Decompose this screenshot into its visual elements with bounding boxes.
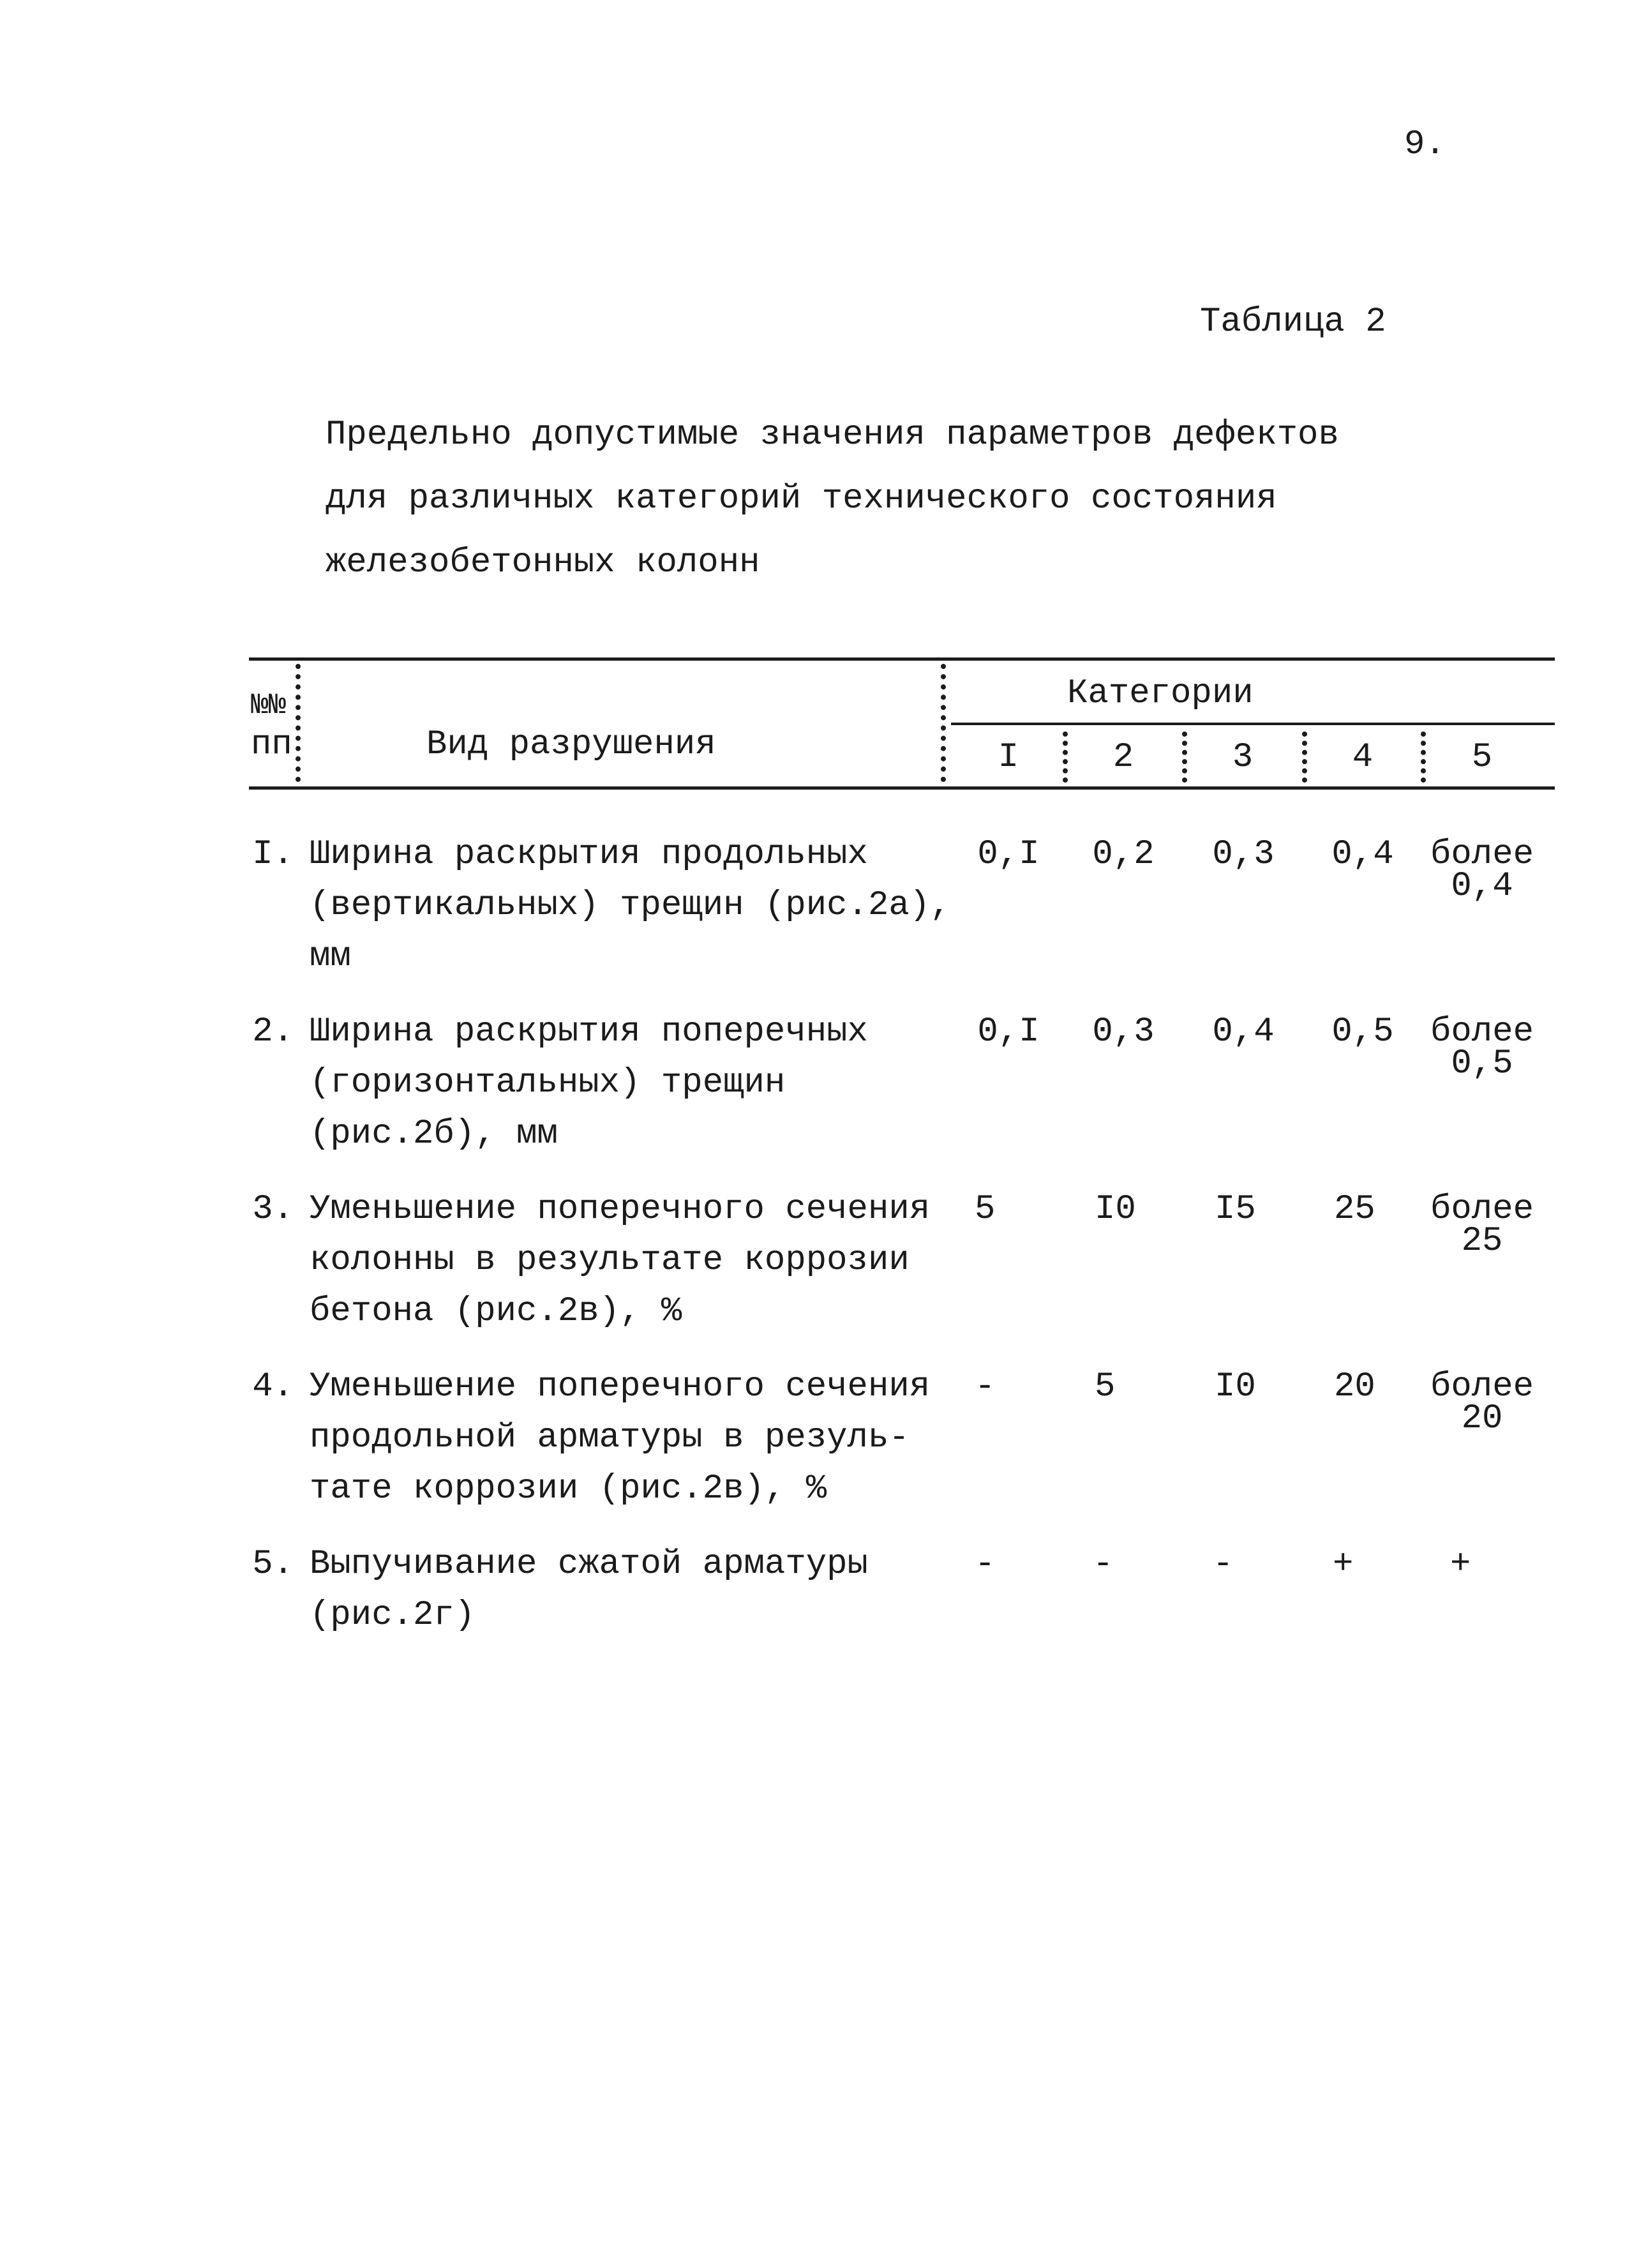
row-description-line: Ширина раскрытия продольных	[310, 835, 868, 874]
row-description-line: бетона (рис.2в), %	[310, 1292, 682, 1331]
value-cat-5-line-1: более	[1430, 1012, 1534, 1051]
row-description-line: колонны в результате коррозии	[310, 1241, 910, 1280]
row-number: 3.	[252, 1190, 294, 1229]
header-cat-3: 3	[1232, 738, 1254, 777]
row-number: 5.	[252, 1545, 294, 1584]
header-cat-5: 5	[1471, 738, 1493, 777]
row-description-line: Уменьшение поперечного сечения	[310, 1190, 931, 1229]
value-cat-5-line-1: более	[1430, 835, 1534, 874]
caption-line-3: железобетонных колонн	[326, 543, 760, 582]
row-number: I.	[252, 835, 294, 874]
value-cat-1: 0,I	[977, 835, 1040, 874]
row-description-line: (рис.2б), мм	[310, 1115, 558, 1153]
row-description-line: продольной арматуры в резуль-	[310, 1418, 910, 1457]
value-cat-3: 0,4	[1212, 1012, 1275, 1051]
header-num-line-1: №№	[251, 689, 287, 722]
row-description-line: тате коррозии (рис.2в), %	[310, 1469, 827, 1508]
header-divider-cat-2	[1182, 732, 1187, 783]
caption-line-2: для различных категорий технического состояния	[326, 479, 1277, 518]
header-cat-2: 2	[1112, 738, 1134, 777]
value-cat-1: 5	[975, 1190, 996, 1229]
value-cat-1: -	[975, 1367, 996, 1406]
row-number: 2.	[252, 1012, 294, 1051]
value-cat-5-line-2: 20	[1461, 1399, 1503, 1438]
value-cat-2: 5	[1095, 1367, 1116, 1406]
value-cat-1: 0,I	[977, 1012, 1040, 1051]
value-cat-1: -	[975, 1545, 996, 1584]
value-cat-3: I5	[1215, 1190, 1256, 1229]
header-type: Вид разрушения	[426, 725, 716, 764]
categories-rule	[951, 723, 1555, 725]
row-description-line: (вертикальных) трещин (рис.2а),	[310, 886, 951, 925]
row-description-line: Уменьшение поперечного сечения	[310, 1367, 931, 1406]
header-divider-cat-1	[1063, 732, 1068, 783]
value-cat-2: -	[1093, 1545, 1114, 1584]
value-cat-3: I0	[1215, 1367, 1256, 1406]
header-divider-num	[296, 664, 301, 782]
header-cat-1: I	[998, 738, 1019, 777]
table-label: Таблица 2	[1200, 303, 1386, 342]
header-num-line-2: пп	[251, 725, 292, 764]
header-bottom-rule	[249, 786, 1555, 790]
row-description-line: (рис.2г)	[310, 1596, 476, 1635]
header-divider-cat-4	[1421, 732, 1426, 783]
value-cat-3: -	[1213, 1545, 1234, 1584]
value-cat-5-line-2: 25	[1461, 1222, 1503, 1261]
value-cat-5-line-1: более	[1430, 1190, 1534, 1229]
header-divider-type	[941, 664, 946, 782]
row-description-line: Ширина раскрытия поперечных	[310, 1012, 868, 1051]
page-number: 9.	[1404, 125, 1446, 164]
value-cat-5-line-2: 0,4	[1451, 867, 1513, 906]
value-cat-5-line-2: 0,5	[1451, 1044, 1513, 1083]
table-top-rule	[249, 657, 1555, 661]
value-cat-4: 20	[1334, 1367, 1375, 1406]
value-cat-4: 0,4	[1331, 835, 1394, 874]
value-cat-4: 25	[1334, 1190, 1375, 1229]
header-cat-4: 4	[1352, 738, 1374, 777]
row-description-line: Выпучивание сжатой арматуры	[310, 1545, 868, 1584]
header-categories: Категории	[1067, 674, 1254, 713]
value-cat-4: 0,5	[1331, 1012, 1394, 1051]
value-cat-3: 0,3	[1212, 835, 1275, 874]
row-description-line: мм	[310, 937, 351, 976]
value-cat-4: +	[1333, 1545, 1354, 1584]
row-description-line: (горизонтальных) трещин	[310, 1063, 786, 1102]
row-number: 4.	[252, 1367, 294, 1406]
header-divider-cat-3	[1302, 732, 1307, 783]
value-cat-2: I0	[1095, 1190, 1136, 1229]
caption-line-1: Предельно допустимые значения параметров дефектов	[326, 416, 1339, 454]
value-cat-5-line-1: более	[1430, 1367, 1534, 1406]
value-cat-2: 0,2	[1092, 835, 1155, 874]
value-cat-5: +	[1450, 1545, 1471, 1584]
value-cat-2: 0,3	[1092, 1012, 1155, 1051]
